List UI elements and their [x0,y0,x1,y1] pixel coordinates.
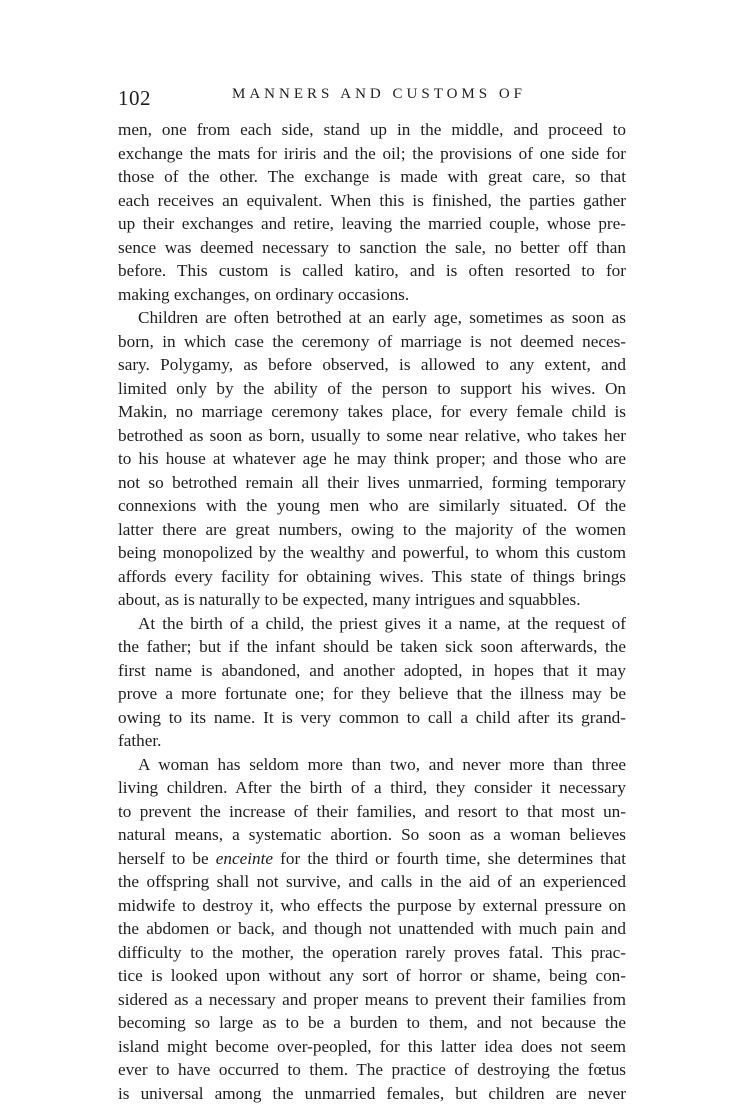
paragraph [118,612,626,753]
text-line: the offspring shall not survive, and calls in the aid of an experienced [118,870,626,894]
text-line: island might become over-peopled, for this latter idea does not seem [118,1035,626,1059]
paragraph [118,118,626,306]
text-segment: for the third or fourth time, she determines that [280,849,626,868]
italic-word: enceinte [216,849,273,868]
text-line: exchange the mats for iriris and the oil; the provisions of one side for [118,142,626,166]
text-line: owing to its name. It is very common to call a child after its grand- [118,706,626,730]
text-line: the father; but if the infant should be taken sick soon afterwards, the [118,635,626,659]
text-segment: herself to be [118,849,209,868]
text-line: Makin, no marriage ceremony takes place, for every female child is [118,400,626,424]
text-line: sence was deemed necessary to sanction the sale, no better off than [118,236,626,260]
text-line: making exchanges, on ordinary occasions. [118,283,626,307]
text-line: those of the other. The exchange is made with great care, so that [118,165,626,189]
text-line: living children. After the birth of a third, they consider it necessary [118,776,626,800]
text-line: limited only by the ability of the person to support his wives. On [118,377,626,401]
text-line: midwife to destroy it, who effects the purpose by external pressure on [118,894,626,918]
text-line: sidered as a necessary and proper means to prevent their families from [118,988,626,1012]
text-line: to prevent the increase of their families, and resort to that most un- [118,800,626,824]
text-line: sary. Polygamy, as before observed, is allowed to any extent, and [118,353,626,377]
text-line: the abdomen or back, and though not unattended with much pain and [118,917,626,941]
text-line: latter there are great numbers, owing to the majority of the women [118,518,626,542]
page-number: 102 [118,86,151,111]
paragraph [118,306,626,612]
text-line: connexions with the young men who are similarly situated. Of the [118,494,626,518]
text-line: each receives an equivalent. When this is finished, the parties gather [118,189,626,213]
text-line: affords every facility for obtaining wives. This state of things brings [118,565,626,589]
text-line: prove a more fortunate one; for they believe that the illness may be [118,682,626,706]
paragraph [118,753,626,1105]
text-line: to his house at whatever age he may think proper; and those who are [118,447,626,471]
text-line: At the birth of a child, the priest gives it a name, at the request of [118,612,626,636]
text-line: difficulty to the mother, the operation rarely proves fatal. This prac- [118,941,626,965]
text-line: is universal among the unmarried females, but children are never [118,1082,626,1105]
text-line: natural means, a systematic abortion. So soon as a woman believes [118,823,626,847]
text-line: becoming so large as to be a burden to them, and not because the [118,1011,626,1035]
text-line: being monopolized by the wealthy and powerful, to whom this custom [118,541,626,565]
text-line: tice is looked upon without any sort of horror or shame, being con- [118,964,626,988]
text-line [118,847,626,871]
text-line: up their exchanges and retire, leaving the married couple, whose pre- [118,212,626,236]
text-line: betrothed as soon as born, usually to some near relative, who takes her [118,424,626,448]
running-head: MANNERS AND CUSTOMS OF [232,86,526,103]
text-line: first name is abandoned, and another adopted, in hopes that it may [118,659,626,683]
text-line: born, in which case the ceremony of marriage is not deemed neces- [118,330,626,354]
text-line: not so betrothed remain all their lives unmarried, forming temporary [118,471,626,495]
text-line: ever to have occurred to them. The practice of destroying the fœtus [118,1058,626,1082]
text-line: men, one from each side, stand up in the middle, and proceed to [118,118,626,142]
page-body [118,118,626,1105]
text-line: father. [118,729,626,753]
text-line: before. This custom is called katiro, and is often resorted to for [118,259,626,283]
text-line: Children are often betrothed at an early age, sometimes as soon as [118,306,626,330]
text-line: about, as is naturally to be expected, many intrigues and squabbles. [118,588,626,612]
text-line: A woman has seldom more than two, and never more than three [118,753,626,777]
